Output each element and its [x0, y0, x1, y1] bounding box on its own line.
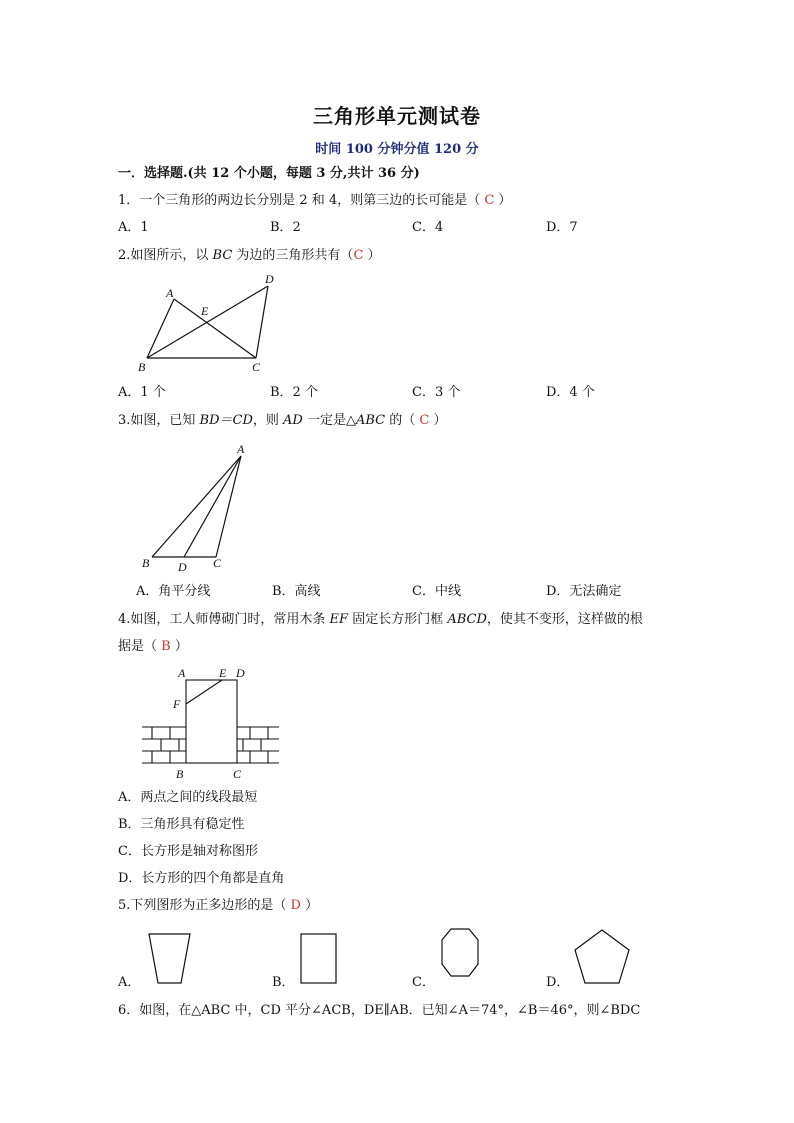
question-1-text: 1．一个三角形的两边长分别是 2 和 4，则第三边的长可能是（ — [118, 193, 485, 208]
question-2-text: 2.如图所示，以 — [118, 248, 213, 263]
question-4-text: 4.如图，工人师傅砌门时，常用木条 — [118, 612, 330, 627]
question-2-answer: C — [353, 248, 364, 263]
question-3-text-3: 一定是△ — [302, 413, 356, 428]
question-4-var-abcd: ABCD — [447, 612, 487, 627]
q4-label-a: A — [178, 666, 186, 680]
question-5-answer: D — [290, 898, 301, 913]
q2-label-c: C — [252, 360, 261, 374]
q4-label-c: C — [233, 767, 242, 781]
q2-label-e: E — [201, 304, 209, 318]
q3-option-d: D．无法确定 — [546, 584, 622, 599]
q1-option-b: B．2 — [270, 220, 301, 235]
q2-option-a: A．1 个 — [118, 385, 166, 400]
q3-label-c: C — [213, 556, 222, 570]
question-3-var: AD — [283, 413, 303, 428]
q5-shape-trapezoid — [149, 934, 190, 983]
q4-label-b: B — [176, 767, 184, 781]
question-3-text-2: ，则 — [252, 413, 284, 428]
question-4-text-2: 固定长方形门框 — [348, 612, 448, 627]
q4-label-e: E — [219, 666, 227, 680]
q5-shape-pentagon — [575, 930, 629, 983]
question-3-eq: BD＝CD — [199, 413, 253, 428]
q1-option-d: D．7 — [546, 220, 578, 235]
q5-option-c: C． — [412, 975, 435, 990]
question-4-answer: B — [161, 639, 171, 654]
q4-label-d: D — [236, 666, 245, 680]
question-5-text-end: ） — [300, 898, 319, 913]
q5-option-b: B． — [272, 975, 295, 990]
question-3-answer: C — [419, 413, 430, 428]
q2-label-a: A — [166, 286, 174, 300]
q5-shape-octagon — [442, 929, 478, 976]
question-3-text: 3.如图，已知 — [118, 413, 200, 428]
question-3-text-end: ） — [429, 413, 447, 428]
q5-option-d: D． — [546, 975, 570, 990]
question-5-text: 5.下列图形为正多边形的是（ — [118, 898, 291, 913]
q4-option-a: A．两点之间的线段最短 — [118, 790, 258, 805]
q3-option-a: A．角平分线 — [136, 584, 211, 599]
q4-option-c: C．长方形是轴对称图形 — [118, 844, 258, 859]
question-2-text-end: ） — [363, 248, 381, 263]
q3-option-b: B．高线 — [272, 584, 321, 599]
question-3-tri: ABC — [356, 413, 386, 428]
q2-label-b: B — [138, 360, 146, 374]
q4-option-b: B．三角形具有稳定性 — [118, 817, 245, 832]
q2-option-c: C．3 个 — [412, 385, 461, 400]
q5-option-a: A． — [118, 975, 141, 990]
question-4-line-2-end: ） — [170, 639, 188, 654]
question-2-var: BC — [212, 248, 233, 263]
q5-shape-rectangle — [301, 934, 336, 983]
q1-option-a: A．1 — [118, 220, 149, 235]
q2-label-d: D — [265, 272, 274, 286]
question-1-answer: C — [484, 193, 495, 208]
question-4-text-3: ，使其不变形，这样做的根 — [486, 612, 643, 627]
question-4-line-2-text: 据是（ — [118, 639, 162, 654]
q2-option-b: B．2 个 — [270, 385, 318, 400]
q2-option-d: D．4 个 — [546, 385, 595, 400]
question-4-var-ef: EF — [329, 612, 349, 627]
q4-label-f: F — [173, 697, 181, 711]
section-heading: 一．选择题.(共 12 个小题，每题 3 分,共计 36 分) — [118, 166, 420, 181]
q1-option-c: C．4 — [412, 220, 444, 235]
q3-label-d: D — [178, 560, 187, 574]
question-6: 6．如图，在△ABC 中，CD 平分∠ACB，DE∥AB．已知∠A＝74°，∠B＝46°，则∠BDC — [118, 1003, 641, 1018]
page-subtitle: 时间 100 分钟分值 120 分 — [315, 142, 479, 157]
q4-option-d: D．长方形的四个角都是直角 — [118, 871, 285, 886]
question-2-text-mid: 为边的三角形共有（ — [232, 248, 354, 263]
question-3-text-4: 的（ — [385, 413, 420, 428]
page-title: 三角形单元测试卷 — [313, 104, 481, 128]
q3-option-c: C．中线 — [412, 584, 461, 599]
question-1-text-end: ） — [494, 193, 512, 208]
q3-label-a: A — [237, 442, 245, 456]
q3-label-b: B — [142, 556, 150, 570]
